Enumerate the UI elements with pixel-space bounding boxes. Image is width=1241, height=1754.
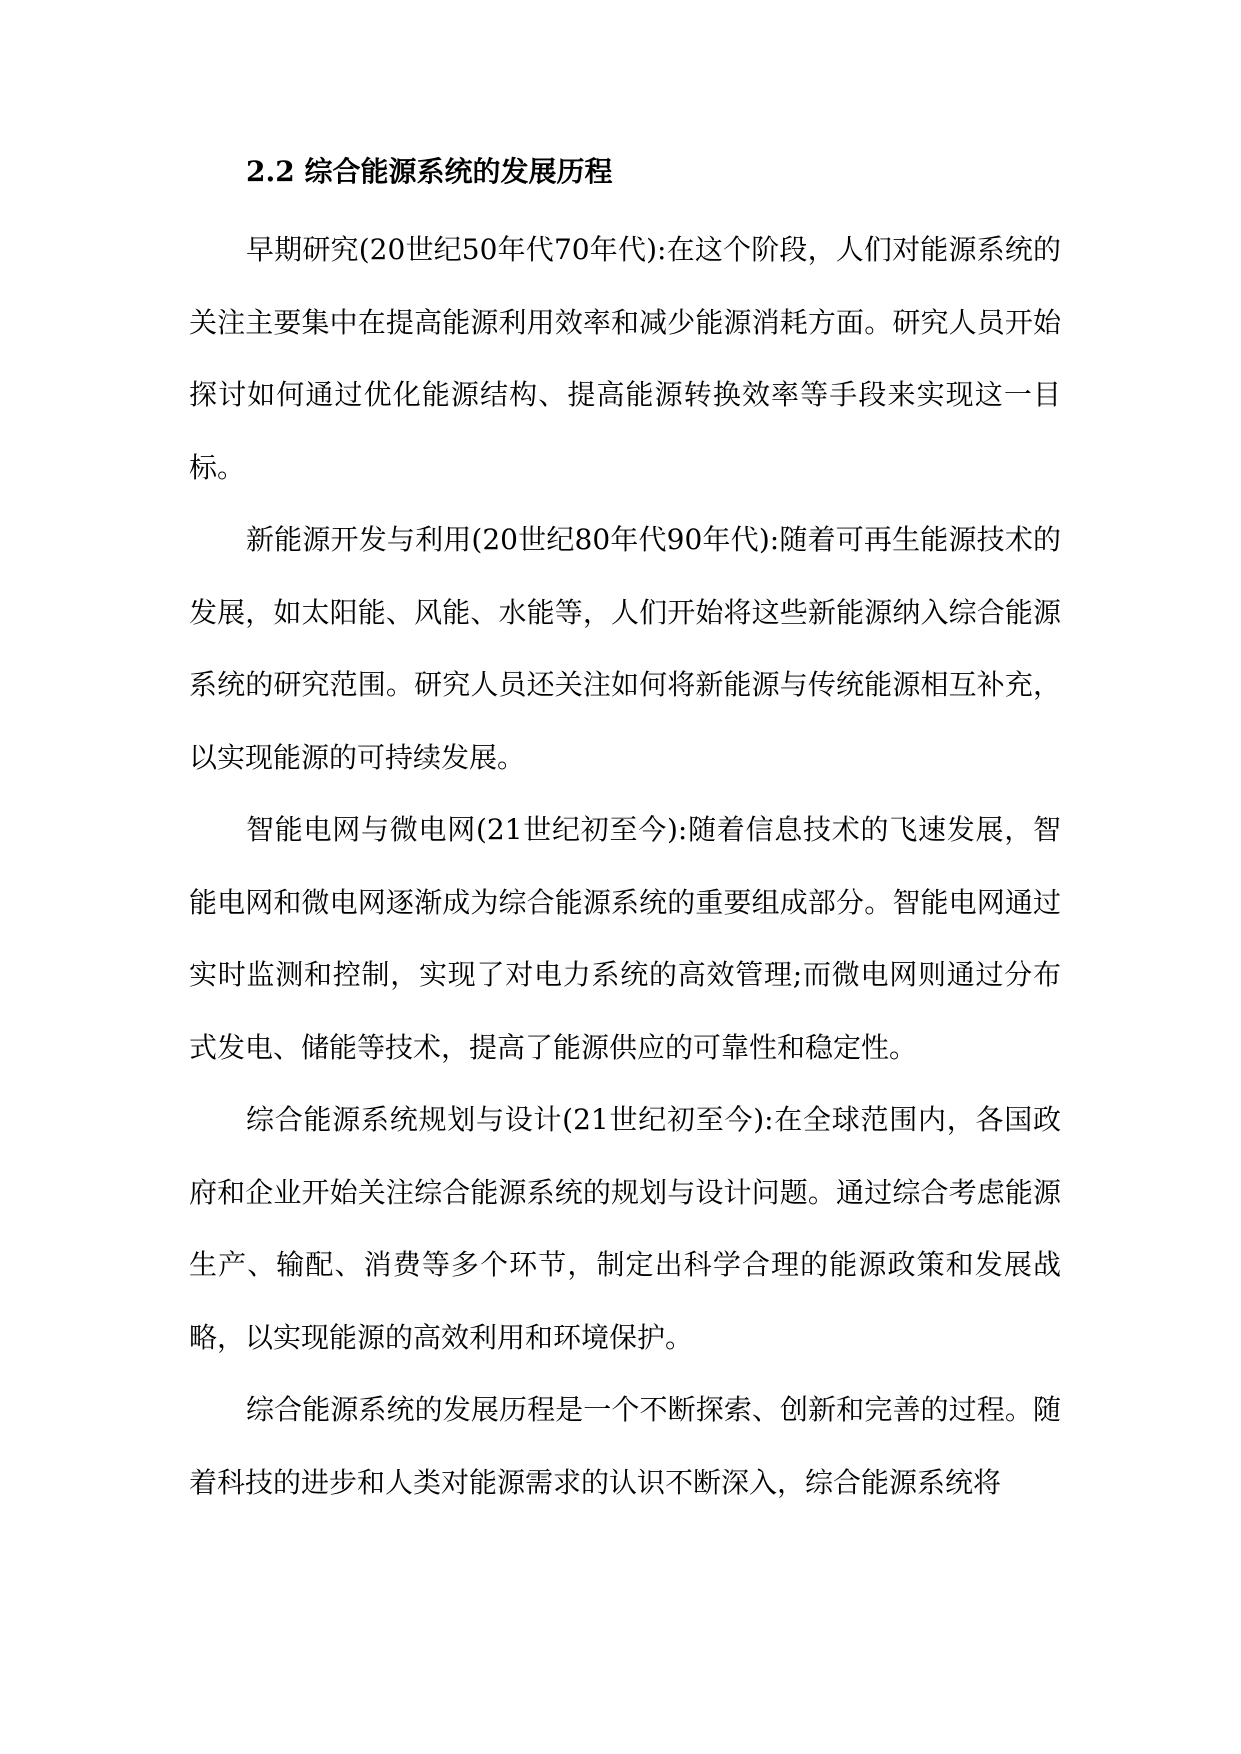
body-text <box>189 214 1061 1519</box>
paragraph-new-energy: 新能源开发与利用(20世纪80年代90年代):随着可再生能源技术的发展，如太阳能、风能、水能等，人们开始将这些新能源纳入综合能源系统的研究范围。研究人员还关注如何将新能源与传统能源相互补充，以实现能源的可持续发展。 <box>189 523 1061 774</box>
paragraph-smart-grid: 智能电网与微电网(21世纪初至今):随着信息技术的飞速发展，智能电网和微电网逐渐成为综合能源系统的重要组成部分。智能电网通过实时监测和控制，实现了对电力系统的高效管理;而微电网则通过分布式发电、储能等技术，提高了能源供应的可靠性和稳定性。 <box>189 813 1061 1064</box>
section-heading: 2.2 综合能源系统的发展历程 <box>246 155 613 188</box>
paragraph-planning-design: 综合能源系统规划与设计(21世纪初至今):在全球范围内，各国政府和企业开始关注综合能源系统的规划与设计问题。通过综合考虑能源生产、输配、消费等多个环节，制定出科学合理的能源政策和发展战略，以实现能源的高效利用和环境保护。 <box>189 1103 1061 1354</box>
paragraph-summary: 综合能源系统的发展历程是一个不断探索、创新和完善的过程。随着科技的进步和人类对能源需求的认识不断深入，综合能源系统将 <box>189 1393 1061 1499</box>
paragraph-early-research: 早期研究(20世纪50年代70年代):在这个阶段，人们对能源系统的关注主要集中在提高能源利用效率和减少能源消耗方面。研究人员开始探讨如何通过优化能源结构、提高能源转换效率等手段来实现这一目标。 <box>189 233 1061 484</box>
page-content <box>189 146 1061 1519</box>
